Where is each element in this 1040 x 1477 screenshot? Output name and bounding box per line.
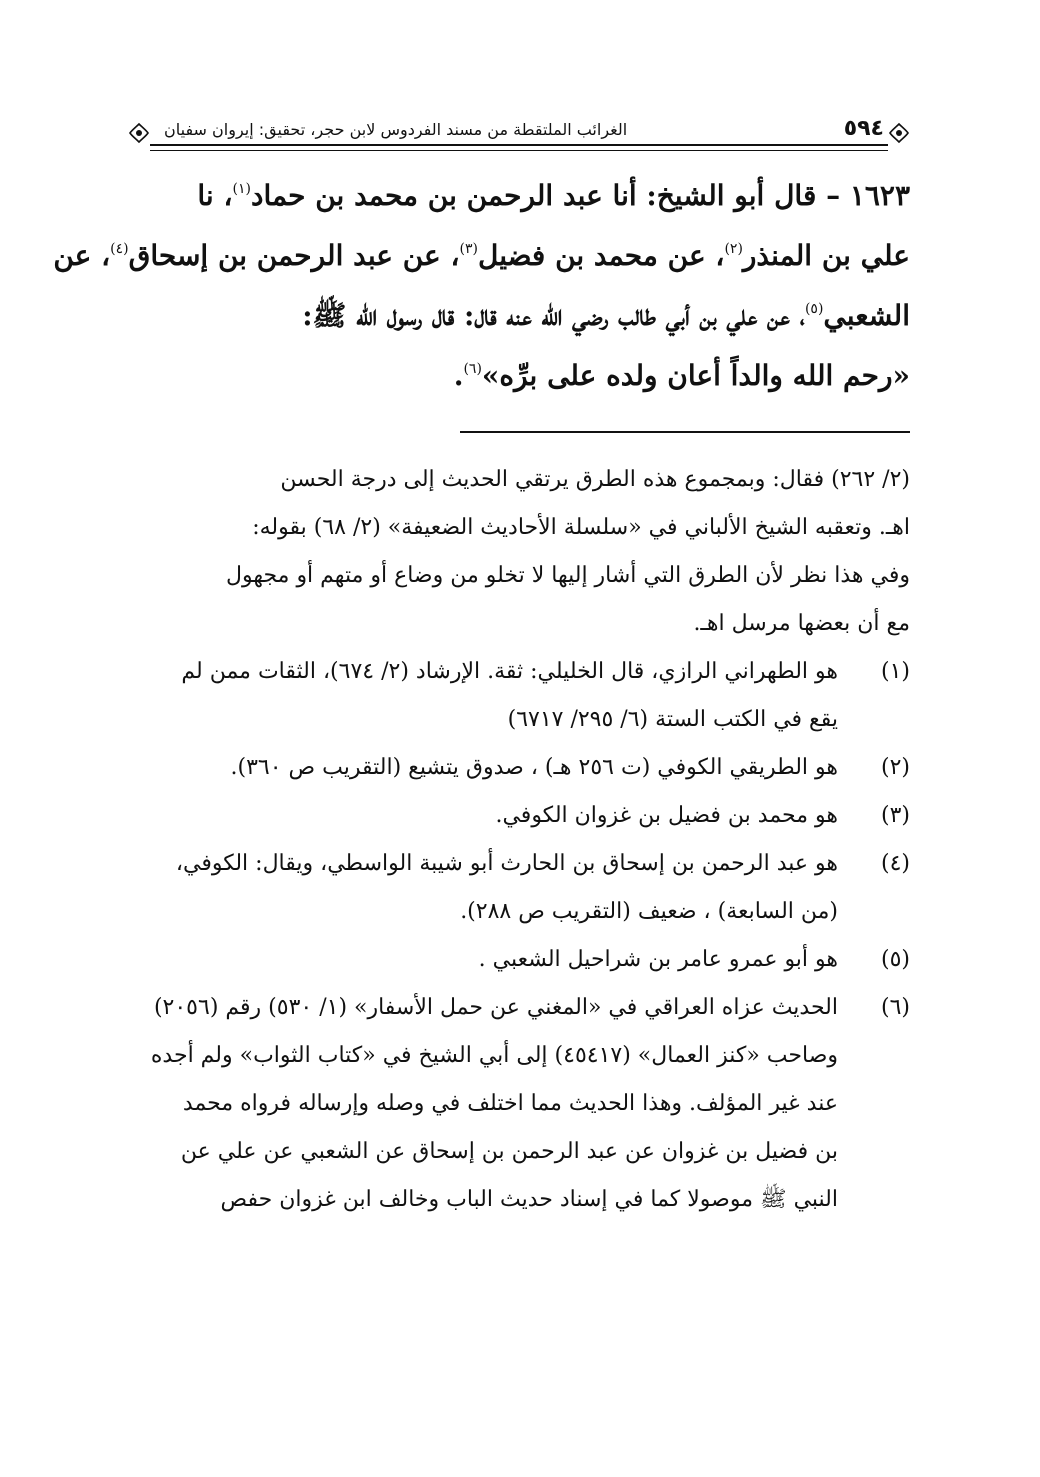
footnote-item: (٢) هو الطريقي الكوفي (ت ٢٥٦ هـ) ، صدوق يتشيع (التقريب ص ٣٦٠). bbox=[128, 744, 910, 792]
header-rule bbox=[150, 150, 888, 151]
running-title: الغرائب الملتقطة من مسند الفردوس لابن حجر، تحقيق: إيروان سفيان bbox=[164, 120, 628, 139]
footnotes bbox=[128, 456, 910, 1224]
text-line: علي بن المنذر$^{(٢)}$، عن محمد بن فضيل$^{(٣)}$، عن عبد الرحمن بن إسحاق$^{(٤)}$، عن bbox=[53, 239, 910, 272]
footnote-number: (٤) bbox=[880, 851, 910, 876]
footnote-item: (٤) هو عبد الرحمن بن إسحاق بن الحارث أبو شيبة الواسطي، ويقال: الكوفي، (من السابعة) ، ضعيف (التقريب ص ٢٨٨). bbox=[128, 840, 910, 936]
footnote-ref[interactable]: (٢) bbox=[724, 241, 743, 257]
footnote-ref[interactable]: (٥) bbox=[804, 301, 824, 317]
footnote-number: (٦) bbox=[880, 995, 910, 1020]
text-line: الشعبي$^{(٥)}$، عن علي بن أبي طالب رضي الله عنه قال: قال رسول الله ﷺ: bbox=[302, 299, 910, 332]
footnote-number: (٥) bbox=[880, 947, 910, 972]
ornament-icon bbox=[888, 122, 910, 144]
text-line: «رحم الله والداً أعان ولده على برِّه»$^{(٦)}$. bbox=[453, 359, 910, 392]
footnote-ref[interactable]: (١) bbox=[232, 181, 251, 197]
footnote-item: (٦) الحديث عزاه العراقي في «المغني عن حمل الأسفار» (١/ ٥٣٠) رقم (٢٠٥٦) وصاحب «كنز العمال» (٤٥٤١٧) إلى أبي الشيخ في «كتاب الثواب» ولم أجده عند غير المؤلف. وهذا الحديث مما اختلف في وصله وإرساله فرواه محمد بن فضيل بن غزوان عن عبد الرحمن بن إسحاق عن الشعبي عن علي عن النبي ﷺ موصولا كما في إسناد حديث الباب وخالف ابن غزوان حفص bbox=[128, 984, 910, 1224]
header-rule bbox=[150, 144, 888, 146]
footnote-number: (١) bbox=[880, 659, 910, 684]
footnote-continuation: (٢/ ٢٦٢) فقال: وبمجموع هذه الطرق يرتقي الحديث إلى درجة الحسن اهـ. وتعقبه الشيخ الألباني في «سلسلة الأحاديث الضعيفة» (٢/ ٦٨) بقوله: وفي هذا نظر لأن الطرق التي أشار إليها لا تخلو من وضاع أو متهم أو مجهول مع أن بعضها مرسل اهـ. bbox=[225, 467, 910, 636]
text-line: ١٦٢٣ – قال أبو الشيخ: أنا عبد الرحمن بن محمد بن حماد$^{(١)}$، نا bbox=[197, 179, 910, 212]
footnote-number: (٢) bbox=[880, 755, 910, 780]
footnote-separator bbox=[460, 431, 910, 433]
footnote-ref[interactable]: (٦) bbox=[463, 361, 482, 377]
ornament-icon bbox=[128, 122, 150, 144]
running-header bbox=[128, 108, 910, 148]
footnote-ref[interactable]: (٣) bbox=[459, 241, 478, 257]
footnote-ref[interactable]: (٤) bbox=[110, 241, 129, 257]
footnote-item: (٣) هو محمد بن فضيل بن غزوان الكوفي. bbox=[128, 792, 910, 840]
hadith-text bbox=[53, 166, 910, 406]
footnote-item: (١) هو الطهراني الرازي، قال الخليلي: ثقة. الإرشاد (٢/ ٦٧٤)، الثقات ممن لم يقع في الكتب الستة (٦/ ٢٩٥/ ٦٧١٧) bbox=[128, 648, 910, 744]
page-number: ٥٩٤ bbox=[843, 116, 884, 141]
footnote-number: (٣) bbox=[880, 803, 910, 828]
footnote-item: (٥) هو أبو عمرو عامر بن شراحيل الشعبي . bbox=[128, 936, 910, 984]
